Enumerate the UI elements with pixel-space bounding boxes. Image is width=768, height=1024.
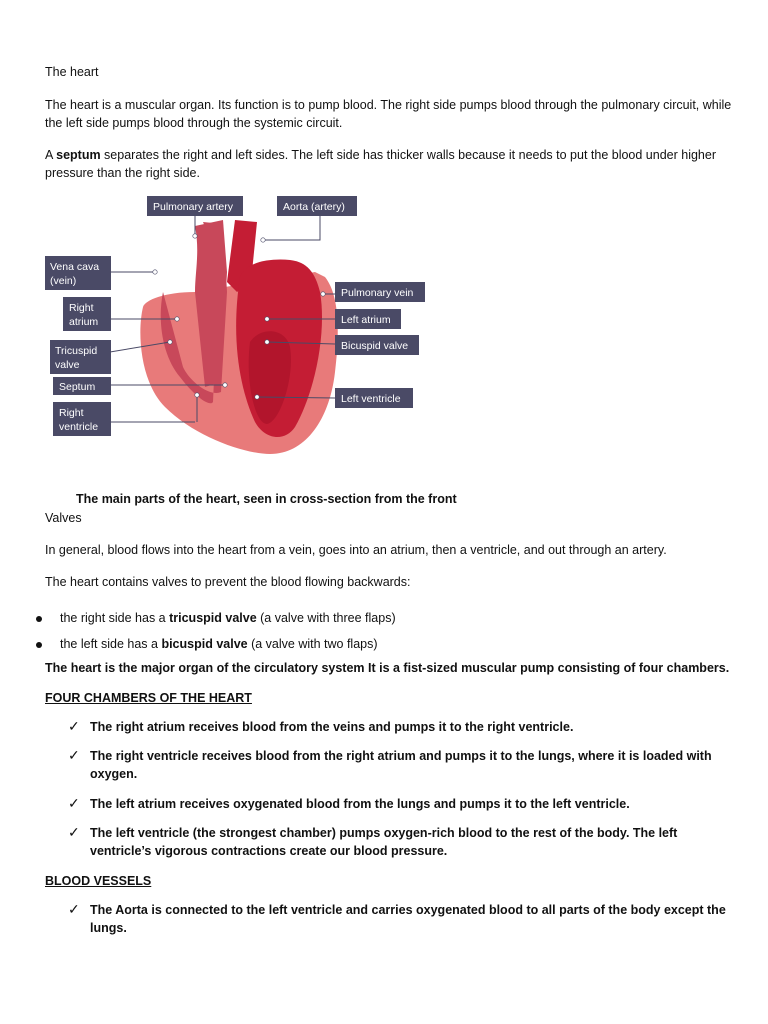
- label-tricuspid-1: Tricuspid: [55, 345, 98, 357]
- label-right-atrium-1: Right: [69, 302, 94, 314]
- chambers-heading: FOUR CHAMBERS OF THE HEART: [45, 691, 252, 705]
- valves-intro-paragraph: The heart contains valves to prevent the blood flowing backwards:: [45, 575, 411, 589]
- label-pulmonary-artery: Pulmonary artery: [153, 201, 233, 213]
- diagram-caption: The main parts of the heart, seen in cross-section from the front: [76, 492, 457, 506]
- septum-pre: A: [45, 148, 57, 162]
- intro-paragraph: The heart is a muscular organ. Its function is to pump blood. The right side pumps blood through the pulmonary circuit, while the left side pumps blood through the systemic circuit.: [45, 98, 732, 130]
- bullet-item: [60, 609, 720, 627]
- septum-bold: septum: [56, 148, 101, 162]
- bullet-post: (a valve with two flaps): [247, 637, 378, 651]
- chamber-item: The left atrium receives oxygenated blood from the lungs and pumps it to the left ventricle.: [90, 797, 630, 811]
- septum-post: separates the right and left sides. The left side has thicker walls because it needs to put the blood under higher pressure than the right side.: [45, 148, 717, 180]
- check-icon: ✓: [68, 824, 80, 840]
- bullet-pre: the right side has a: [60, 611, 170, 625]
- label-septum: Septum: [59, 381, 96, 393]
- bullet-pre: the left side has a: [60, 637, 162, 651]
- label-vena-cava-1: Vena cava: [50, 261, 100, 273]
- heart-diagram: [45, 192, 445, 462]
- label-right-ventricle-1: Right: [59, 407, 84, 419]
- septum-paragraph: [45, 146, 735, 182]
- label-tricuspid-2: valve: [55, 359, 80, 371]
- bullet-bold: tricuspid valve: [169, 611, 257, 625]
- chamber-item: The right atrium receives blood from the veins and pumps it to the right ventricle.: [90, 720, 574, 734]
- check-icon: ✓: [68, 901, 80, 917]
- vessel-item: The Aorta is connected to the left ventricle and carries oxygenated blood to all parts of the body except the lungs.: [90, 903, 726, 935]
- chamber-item: The right ventricle receives blood from the right atrium and pumps it to the lungs, where it is loaded with oxygen.: [90, 749, 712, 781]
- bullet-dot: [36, 642, 42, 648]
- bullet-item: [60, 635, 720, 653]
- chamber-item: The left ventricle (the strongest chamber) pumps oxygen-rich blood to the rest of the body. The left ventricle’s vigorous contractions create our blood pressure.: [90, 826, 678, 858]
- label-left-atrium: Left atrium: [341, 314, 391, 326]
- bullet-post: (a valve with three flaps): [256, 611, 396, 625]
- label-vena-cava-2: (vein): [50, 275, 77, 287]
- label-aorta: Aorta (artery): [283, 201, 345, 213]
- label-bicuspid: Bicuspid valve: [341, 340, 409, 352]
- label-left-ventricle: Left ventricle: [341, 393, 401, 405]
- page-title: The heart: [45, 65, 99, 79]
- valves-flow-paragraph: In general, blood flows into the heart from a vein, goes into an atrium, then a ventricle, and out through an artery.: [45, 543, 667, 557]
- check-icon: ✓: [68, 718, 80, 734]
- organ-summary: The heart is the major organ of the circulatory system It is a fist-sized muscular pump consisting of four chambers.: [45, 661, 730, 675]
- vessels-heading: BLOOD VESSELS: [45, 874, 152, 888]
- valves-heading: Valves: [45, 511, 82, 525]
- bullet-dot: [36, 616, 42, 622]
- check-icon: ✓: [68, 795, 80, 811]
- check-icon: ✓: [68, 747, 80, 763]
- label-right-atrium-2: atrium: [69, 316, 99, 328]
- label-pulmonary-vein: Pulmonary vein: [341, 287, 414, 299]
- label-right-ventricle-2: ventricle: [59, 421, 99, 433]
- bullet-bold: bicuspid valve: [161, 637, 248, 651]
